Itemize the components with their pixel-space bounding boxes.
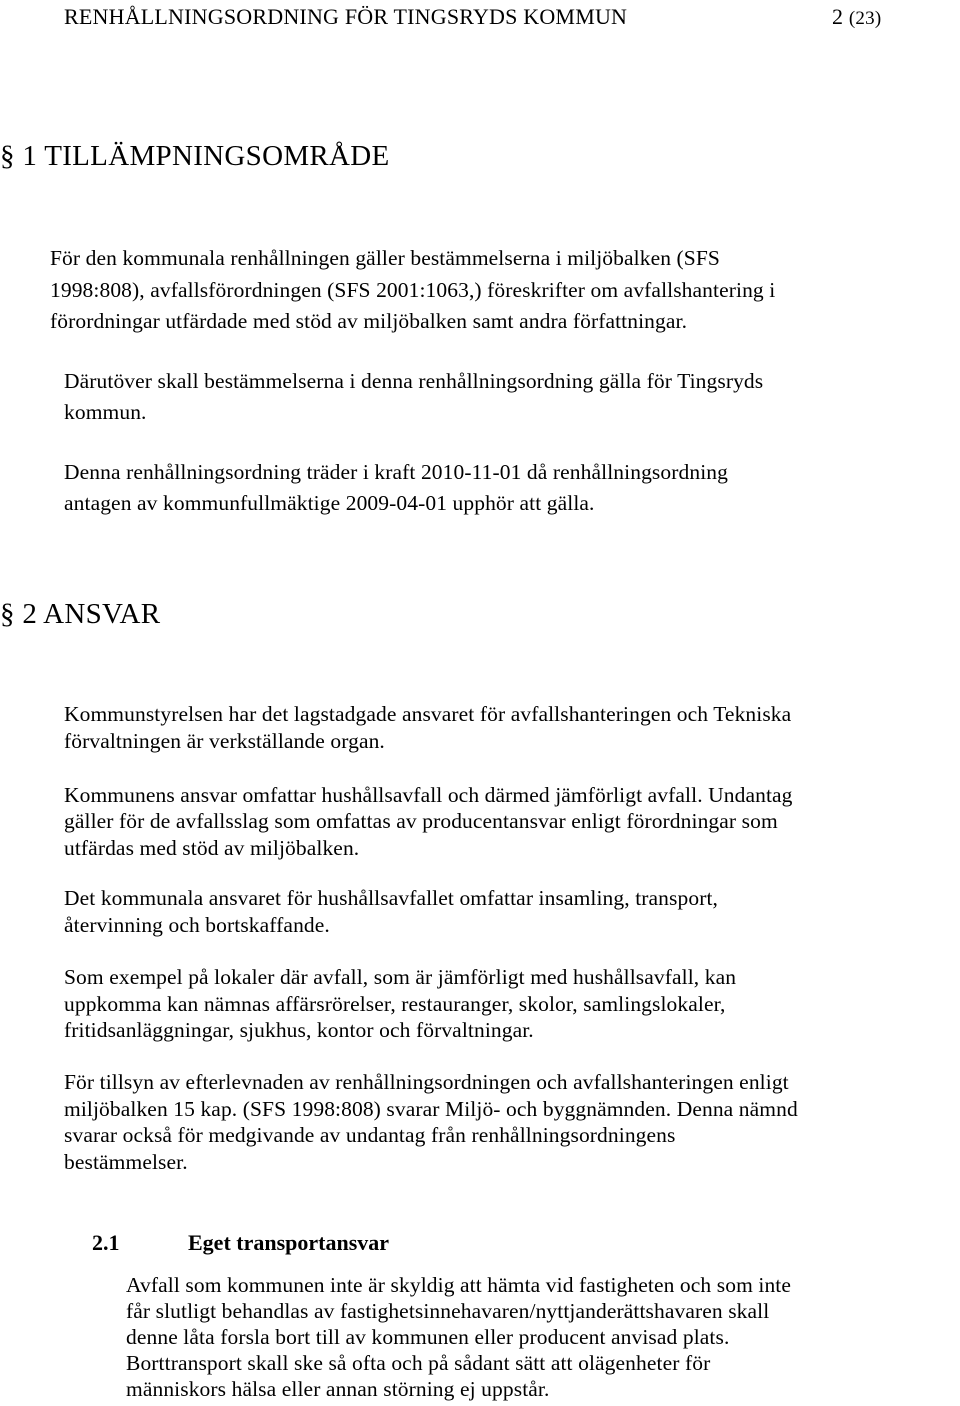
s1-p3-line: antagen av kommunfullmäktige 2009-04-01 upphör att gälla. bbox=[64, 491, 595, 515]
s2-p3-line: återvinning och bortskaffande. bbox=[64, 913, 330, 937]
s21-p1-line: får slutligt behandlas av fastighetsinnehavaren/nyttjanderättshavaren skall bbox=[126, 1299, 770, 1323]
s2-p5-line: svarar också för medgivande av undantag från renhållningsordningens bbox=[64, 1123, 676, 1147]
s2-p1-line: förvaltningen är verkställande organ. bbox=[64, 729, 385, 753]
s2-p2-line: Kommunens ansvar omfattar hushållsavfall och därmed jämförligt avfall. Undantag bbox=[64, 783, 793, 807]
s2-p5-line: miljöbalken 15 kap. (SFS 1998:808) svarar Miljö- och byggnämnden. Denna nämnd bbox=[64, 1097, 798, 1121]
page-number bbox=[832, 4, 881, 30]
section-2-heading bbox=[0, 598, 160, 631]
s21-p1-line: Avfall som kommunen inte är skyldig att hämta vid fastigheten och som inte bbox=[126, 1273, 792, 1297]
s2-p4-line: fritidsanläggningar, sjukhus, kontor och förvaltningar. bbox=[64, 1018, 534, 1042]
s21-p1-line: Borttransport skall ske så ofta och på sådant sätt att olägenheter för bbox=[126, 1351, 711, 1375]
s1-p2-line: Därutöver skall bestämmelserna i denna renhållningsordning gälla för Tingsryds bbox=[64, 369, 764, 393]
s1-p1-line: 1998:808), avfallsförordningen (SFS 2001:1063,) föreskrifter om avfallshantering i bbox=[50, 278, 776, 302]
section-symbol: § bbox=[0, 140, 15, 172]
s1-p1-line: För den kommunala renhållningen gäller bestämmelserna i miljöbalken (SFS bbox=[50, 246, 720, 270]
section-2-title: 2 ANSVAR bbox=[22, 598, 161, 630]
section-symbol: § bbox=[0, 598, 15, 630]
s1-p2-line: kommun. bbox=[64, 400, 147, 424]
page-number-total: (23) bbox=[848, 8, 882, 29]
subsection-number: 2.1 bbox=[92, 1230, 120, 1255]
s2-p5-line: bestämmelser. bbox=[64, 1150, 188, 1174]
running-header-title: RENHÅLLNINGSORDNING FÖR TINGSRYDS KOMMUN bbox=[64, 4, 628, 29]
s2-p5-line: För tillsyn av efterlevnaden av renhållningsordningen och avfallshanteringen enligt bbox=[64, 1070, 789, 1094]
s2-p4-line: Som exempel på lokaler där avfall, som är jämförligt med hushållsavfall, kan bbox=[64, 965, 737, 989]
page-number-current: 2 bbox=[832, 4, 844, 29]
s2-p1-line: Kommunstyrelsen har det lagstadgade ansvaret för avfallshanteringen och Tekniska bbox=[64, 702, 792, 726]
s2-p2-line: gäller för de avfallsslag som omfattas av producentansvar enligt förordningar som bbox=[64, 809, 778, 833]
s21-p1-line: människors hälsa eller annan störning ej uppstår. bbox=[126, 1377, 550, 1401]
s2-p4-line: uppkomma kan nämnas affärsrörelser, restauranger, skolor, samlingslokaler, bbox=[64, 992, 726, 1016]
s2-p2-line: utfärdas med stöd av miljöbalken. bbox=[64, 836, 360, 860]
s1-p3-line: Denna renhållningsordning träder i kraft 2010-11-01 då renhållningsordning bbox=[64, 460, 728, 484]
s21-p1-line: denne låta forsla bort till av kommunen eller producent anvisad plats. bbox=[126, 1325, 730, 1349]
section-1-title: 1 TILLÄMPNINGSOMRÅDE bbox=[22, 140, 390, 172]
s2-p3-line: Det kommunala ansvaret för hushållsavfallet omfattar insamling, transport, bbox=[64, 886, 719, 910]
s1-p1-line: förordningar utfärdade med stöd av miljöbalken samt andra författningar. bbox=[50, 309, 688, 333]
section-1-heading bbox=[0, 140, 390, 173]
subsection-title: Eget transportansvar bbox=[188, 1230, 390, 1255]
